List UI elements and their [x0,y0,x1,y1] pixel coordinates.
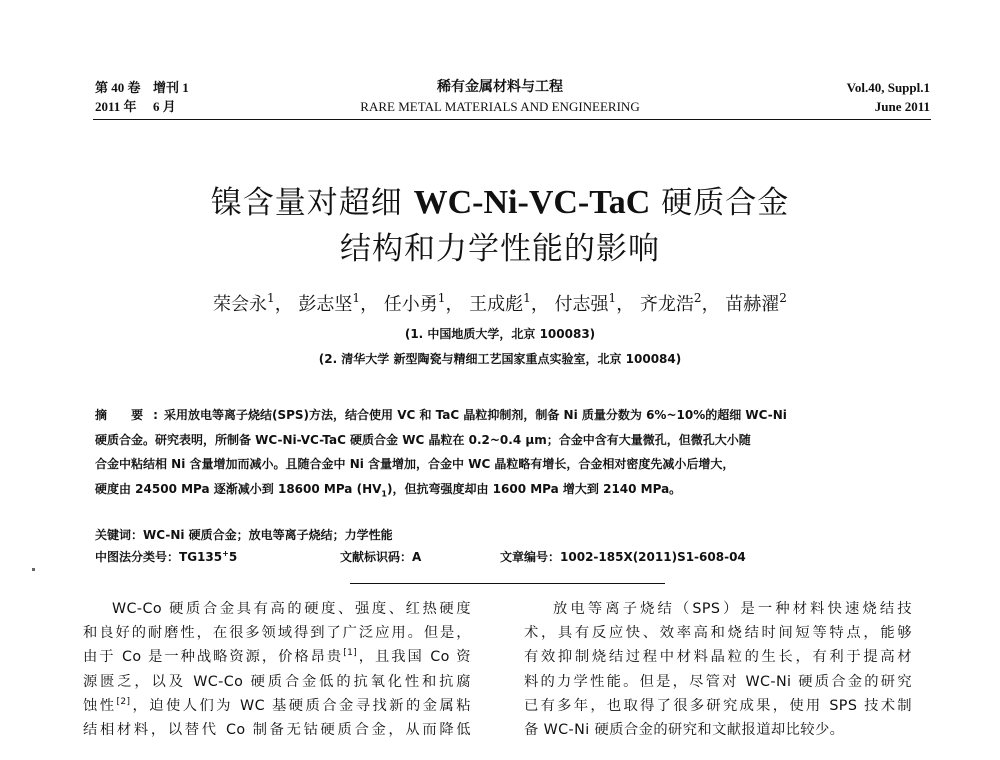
volume-en: Vol.40, Suppl.1 [846,80,930,95]
document-code: 文献标识码：A [340,550,422,564]
body-line: 由于 Co 是一种战略资源，价格昂贵[1]，且我国 Co 资 [83,648,471,666]
body-line: 结相材料，以替代 Co 制备无钴硬质合金，从而降低 [83,721,471,738]
citation-2: [2] [116,696,131,707]
body-line: 备 WC-Ni 硬质合金的研究和文献报道却比较少。 [524,721,845,738]
body-line: 放电等离子烧结（SPS）是一种材料快速烧结技 [553,601,912,617]
author: 彭志坚$^1$ [298,291,361,315]
scan-speck [32,568,35,571]
body-line: WC-Co 硬质合金具有高的硬度、强度、红热硬度 [112,601,471,617]
title-line-1-suffix: 硬质合金 [650,185,790,221]
author: 齐龙浩$^2$ [639,291,702,315]
issue-label: 增刊 1 [153,80,189,95]
running-header-journal [300,78,700,116]
author: 任小勇$^1$ [383,291,446,315]
body-line: 料的力学性能。但是，尽管对 WC-Ni 硬质合金的研究 [524,673,912,690]
title-formula: WC-Ni-VC-TaC [413,184,651,221]
author-list: 荣会永$^1$， 彭志坚$^1$， 任小勇$^1$， 王成彪$^1$， 付志强$^1$， 齐龙浩$^2$， 苗赫濯$^2$ [213,291,787,315]
abstract-label: 摘 要: [95,408,168,422]
author: 荣会永$^1$ [213,291,275,315]
author: 付志强$^1$ [554,291,617,315]
journal-name-en: RARE METAL MATERIALS AND ENGINEERING [360,99,640,114]
abstract [95,403,935,506]
author: 王成彪$^1$ [469,291,531,315]
date-en: June 2011 [874,99,930,114]
body-line: 源匮乏，以及 WC-Co 硬质合金低的抗氧化性和抗腐 [83,673,471,690]
article-number: 文章编号：1002-185X(2011)S1-608-04 [500,550,746,564]
title-line-1-prefix: 镍含量对超细 [210,185,414,221]
citation-1: [1] [343,648,358,659]
keywords [95,525,393,545]
author: 苗赫濯$^2$ [725,291,787,315]
journal-name-cn: 稀有金属材料与工程 [437,80,563,95]
body-line: 术，具有反应快、效率高和烧结时间短等特点，能够 [524,625,912,642]
paper-title [100,180,900,272]
clc-number: 中图法分类号：TG135+5 [95,549,238,564]
keywords-label: 关键词： [95,528,144,542]
affiliation-1: (1. 中国地质大学，北京 100083) [404,327,596,341]
section-separator-rule [350,583,665,584]
affiliation-2: (2. 清华大学 新型陶瓷与精细工艺国家重点实验室，北京 100084) [318,352,682,366]
title-line-2: 结构和力学性能的影响 [340,231,660,267]
body-column-right [524,597,912,742]
abstract-line: 硬度由 24500 MPa 逐渐减小到 18600 MPa $(HV_1)$，但抗弯强度却由 1600 MPa 增大到 2140 MPa。 [95,481,682,498]
abstract-line: 硬质合金。研究表明，所制备 WC-Ni-VC-TaC 硬质合金 WC 晶粒在 0.2~0.4 μm；合金中含有大量微孔，但微孔大小随 [95,432,751,447]
header-rule [93,119,931,120]
body-line: 和良好的耐磨性，在很多领域得到了广泛应用。但是， [83,625,471,642]
abstract-line: 摘 要:采用放电等离子烧结(SPS)方法，结合使用 VC 和 TaC 晶粒抑制剂，制备 Ni 质量分数为 6%~10%的超细 WC-Ni [95,408,787,422]
volume-label: 第 40 卷 [95,80,141,95]
title-line-1 [100,180,900,226]
abstract-line: 合金中粘结相 Ni 含量增加而减小。且随合金中 Ni 含量增加，合金中 WC 晶粒略有增长，合金相对密度先减小后增大， [95,457,735,471]
body-column-left [83,597,471,742]
body-line: 有效抑制烧结过程中材料晶粒的生长，有利于提高材 [524,649,912,666]
keywords-value: WC-Ni 硬质合金；放电等离子烧结；力学性能 [143,528,393,542]
body-line: 蚀性[2]，迫使人们为 WC 基硬质合金寻找新的金属粘 [83,696,471,714]
year-label: 2011 年 [95,99,137,114]
body-line: 已有多年，也取得了很多研究成果，使用 SPS 技术制 [524,697,912,714]
month-label: 6 月 [153,99,176,114]
running-header-right [847,78,930,116]
running-header-left [95,78,189,116]
